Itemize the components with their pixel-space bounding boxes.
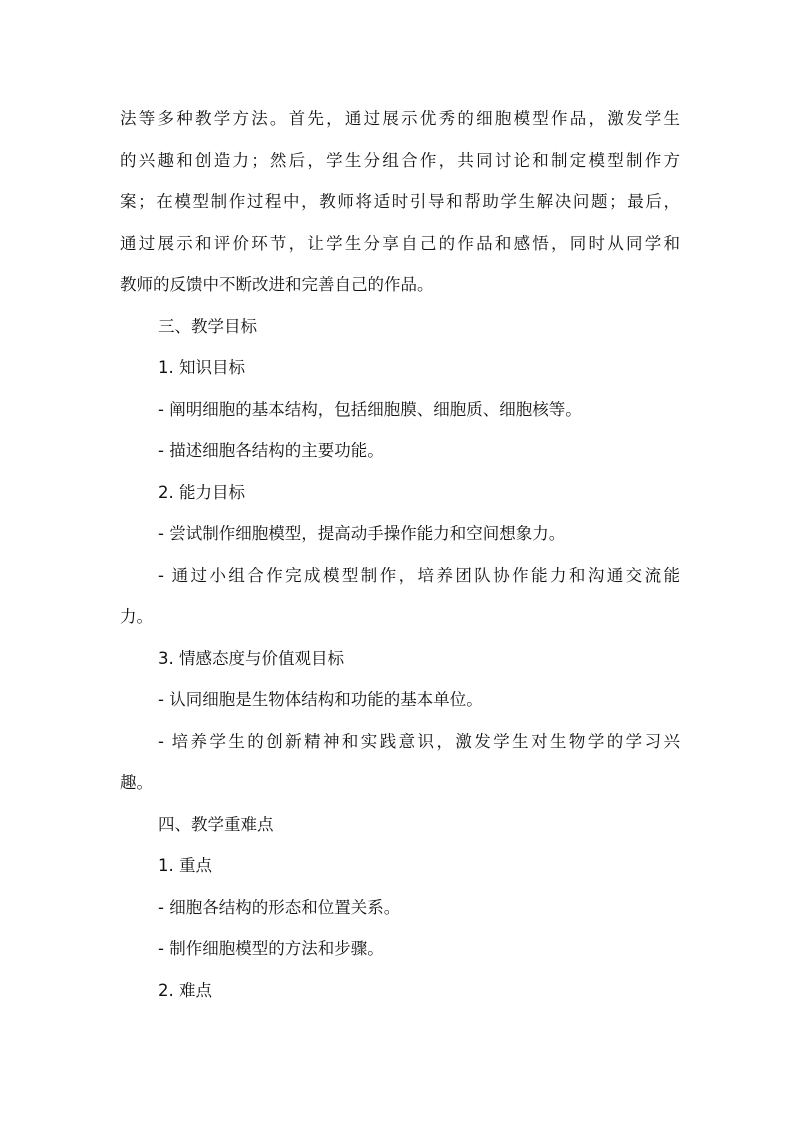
paragraph-line: 通过展示和评价环节，让学生分享自己的作品和感悟，同时从同学和 [120,233,680,253]
subsection-heading: 2. 能力目标 [158,482,245,502]
list-item: - 培养学生的创新精神和实践意识，激发学生对生物学的学习兴 [158,731,680,751]
subsection-heading: 1. 重点 [158,856,212,875]
list-item: - 通过小组合作完成模型制作，培养团队协作能力和沟通交流能 [158,565,680,585]
list-item: - 尝试制作细胞模型，提高动手操作能力和空间想象力。 [158,524,566,543]
paragraph-line: 的兴趣和创造力；然后，学生分组合作，共同讨论和制定模型制作方 [120,150,680,170]
list-item: - 细胞各结构的形态和位置关系。 [158,897,401,917]
subsection-heading: 1. 知识目标 [158,358,245,377]
list-item: - 描述细胞各结构的主要功能。 [158,441,384,460]
section-heading: 四、教学重难点 [158,814,274,834]
document-body [120,98,680,1011]
list-item-continuation: 趣。 [120,773,153,792]
paragraph-line: 法等多种教学方法。首先，通过展示优秀的细胞模型作品，激发学生 [120,109,680,128]
paragraph-line: 教师的反馈中不断改进和完善自己的作品。 [120,275,434,294]
list-item: - 制作细胞模型的方法和步骤。 [158,939,384,958]
list-item-continuation: 力。 [120,607,153,626]
section-heading: 三、教学目标 [158,316,257,336]
list-item: - 认同细胞是生物体结构和功能的基本单位。 [158,690,483,709]
paragraph-line: 案；在模型制作过程中，教师将适时引导和帮助学生解决问题；最后， [120,192,680,211]
subsection-heading: 2. 难点 [158,980,212,1000]
list-item: - 阐明细胞的基本结构，包括细胞膜、细胞质、细胞核等。 [158,399,582,419]
subsection-heading: 3. 情感态度与价值观目标 [158,648,344,668]
